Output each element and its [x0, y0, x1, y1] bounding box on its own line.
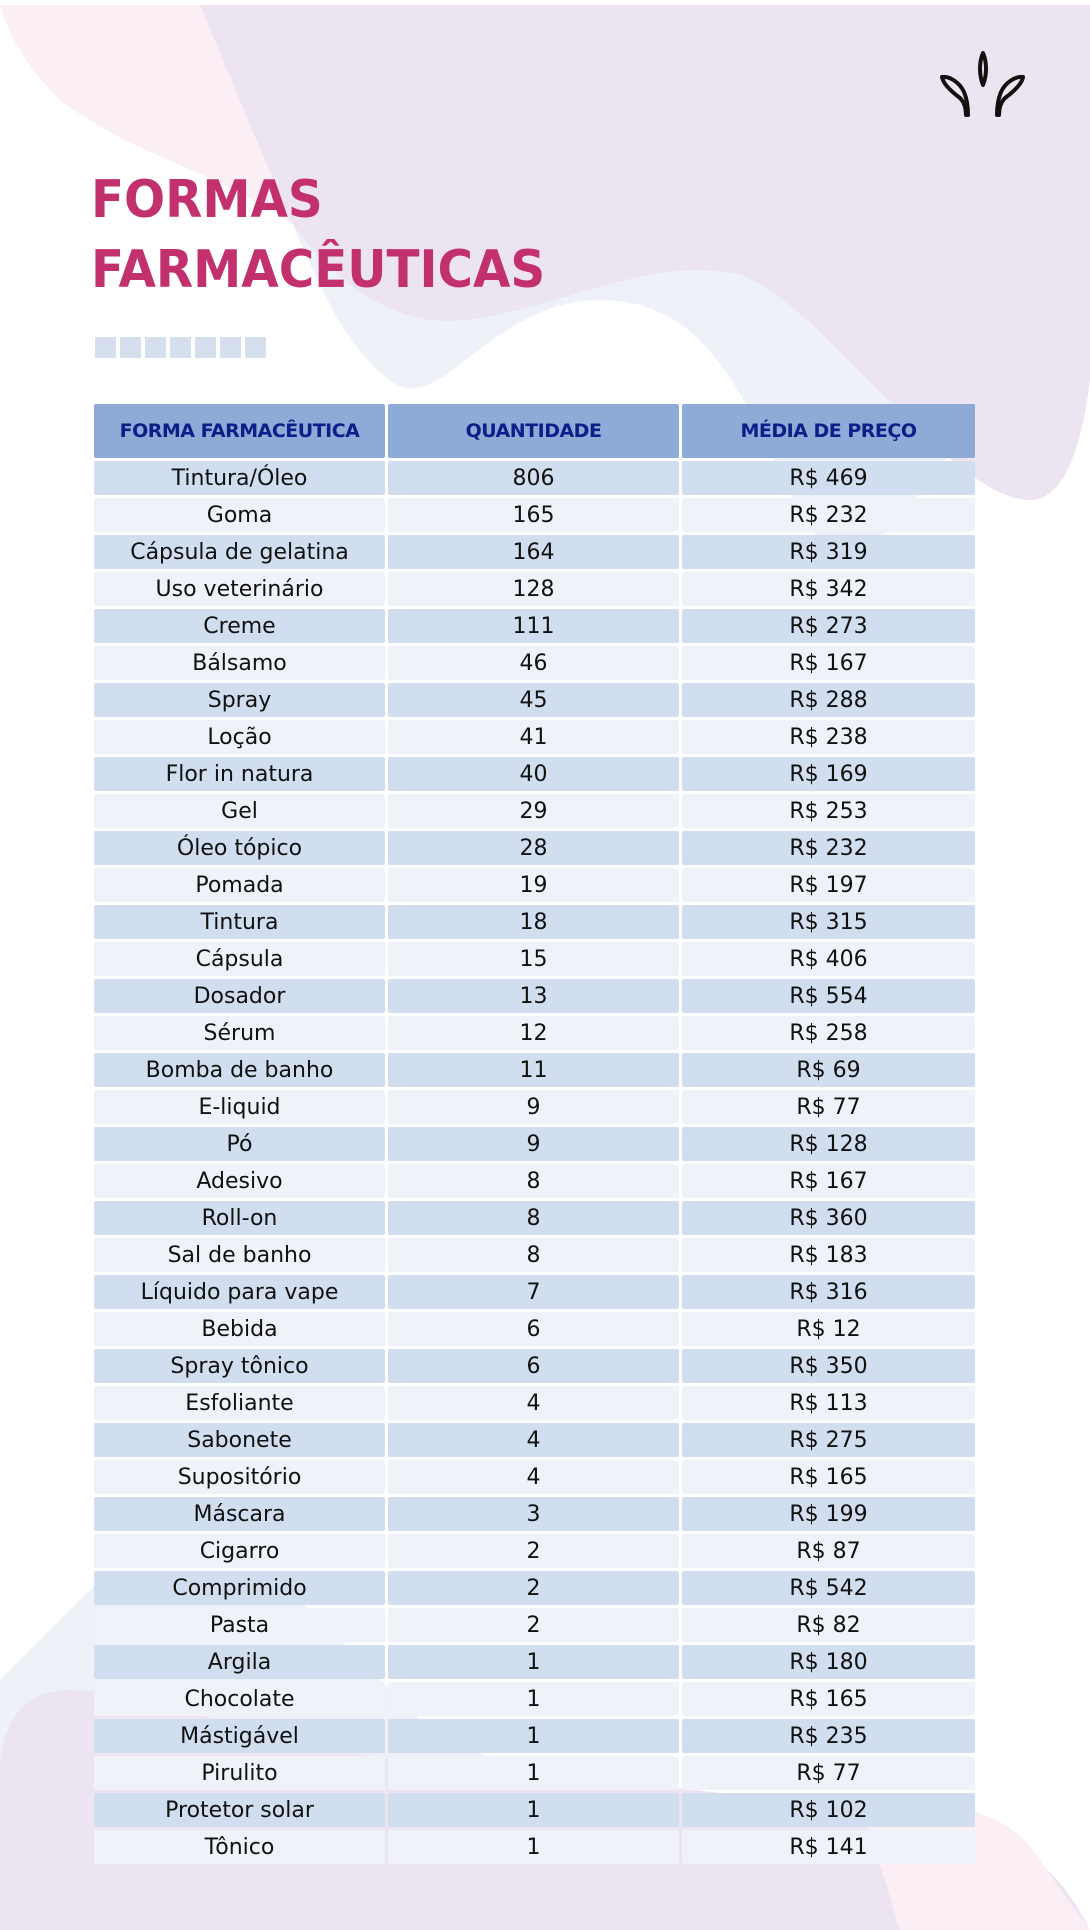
table-row	[94, 1238, 975, 1272]
preco-cell: R$ 235	[682, 1719, 975, 1753]
preco-cell: R$ 169	[682, 757, 975, 791]
decorative-square	[145, 337, 166, 358]
decorative-square	[120, 337, 141, 358]
table-row	[94, 1460, 975, 1494]
table-row	[94, 1756, 975, 1790]
table-row	[94, 794, 975, 828]
preco-cell: R$ 128	[682, 1127, 975, 1161]
preco-cell: R$ 469	[682, 461, 975, 495]
forma-cell: Loção	[94, 720, 385, 754]
forma-cell: Tintura/Óleo	[94, 461, 385, 495]
quantidade-cell: 806	[388, 461, 679, 495]
quantidade-cell: 9	[388, 1127, 679, 1161]
preco-cell: R$ 315	[682, 905, 975, 939]
table-row	[94, 1275, 975, 1309]
preco-cell: R$ 350	[682, 1349, 975, 1383]
preco-cell: R$ 141	[682, 1830, 975, 1864]
forma-cell: Uso veterinário	[94, 572, 385, 606]
quantidade-cell: 128	[388, 572, 679, 606]
quantidade-cell: 4	[388, 1386, 679, 1420]
forma-cell: Pirulito	[94, 1756, 385, 1790]
preco-cell: R$ 232	[682, 498, 975, 532]
table-row	[94, 831, 975, 865]
preco-cell: R$ 77	[682, 1090, 975, 1124]
table-row	[94, 1682, 975, 1716]
table-row	[94, 498, 975, 532]
quantidade-cell: 1	[388, 1756, 679, 1790]
table-row	[94, 535, 975, 569]
forma-cell: Pomada	[94, 868, 385, 902]
forma-cell: Líquido para vape	[94, 1275, 385, 1309]
forma-cell: Spray tônico	[94, 1349, 385, 1383]
quantidade-cell: 40	[388, 757, 679, 791]
forma-cell: Tônico	[94, 1830, 385, 1864]
quantidade-cell: 111	[388, 609, 679, 643]
preco-cell: R$ 542	[682, 1571, 975, 1605]
table-row	[94, 1164, 975, 1198]
table-row	[94, 720, 975, 754]
quantidade-cell: 4	[388, 1460, 679, 1494]
quantidade-cell: 6	[388, 1312, 679, 1346]
quantidade-cell: 29	[388, 794, 679, 828]
forma-cell: Bálsamo	[94, 646, 385, 680]
preco-cell: R$ 316	[682, 1275, 975, 1309]
pharmaceutical-forms-table	[91, 401, 978, 1867]
table-row	[94, 1830, 975, 1864]
table-body	[94, 461, 975, 1864]
forma-cell: Argila	[94, 1645, 385, 1679]
preco-cell: R$ 199	[682, 1497, 975, 1531]
forma-cell: Chocolate	[94, 1682, 385, 1716]
forma-cell: Cápsula	[94, 942, 385, 976]
forma-cell: Sal de banho	[94, 1238, 385, 1272]
table-row	[94, 905, 975, 939]
forma-cell: Tintura	[94, 905, 385, 939]
preco-cell: R$ 183	[682, 1238, 975, 1272]
quantidade-cell: 1	[388, 1682, 679, 1716]
forma-cell: Dosador	[94, 979, 385, 1013]
quantidade-cell: 19	[388, 868, 679, 902]
quantidade-cell: 45	[388, 683, 679, 717]
page-title	[91, 165, 545, 305]
quantidade-cell: 7	[388, 1275, 679, 1309]
quantidade-cell: 2	[388, 1608, 679, 1642]
forma-cell: Cigarro	[94, 1534, 385, 1568]
forma-cell: Goma	[94, 498, 385, 532]
quantidade-cell: 1	[388, 1719, 679, 1753]
preco-cell: R$ 406	[682, 942, 975, 976]
preco-cell: R$ 232	[682, 831, 975, 865]
table-header-row	[94, 404, 975, 458]
quantidade-cell: 8	[388, 1201, 679, 1235]
decorative-square	[170, 337, 191, 358]
preco-cell: R$ 167	[682, 1164, 975, 1198]
table-row	[94, 609, 975, 643]
plant-sprout-icon	[938, 50, 1028, 120]
forma-cell: Comprimido	[94, 1571, 385, 1605]
forma-cell: Protetor solar	[94, 1793, 385, 1827]
preco-cell: R$ 319	[682, 535, 975, 569]
table-row	[94, 1608, 975, 1642]
table-row	[94, 1090, 975, 1124]
table-row	[94, 1793, 975, 1827]
quantidade-cell: 165	[388, 498, 679, 532]
quantidade-cell: 11	[388, 1053, 679, 1087]
quantidade-cell: 13	[388, 979, 679, 1013]
quantidade-cell: 1	[388, 1793, 679, 1827]
table-row	[94, 1016, 975, 1050]
table-row	[94, 1534, 975, 1568]
quantidade-cell: 41	[388, 720, 679, 754]
forma-cell: Adesivo	[94, 1164, 385, 1198]
preco-cell: R$ 167	[682, 646, 975, 680]
preco-cell: R$ 69	[682, 1053, 975, 1087]
table-row	[94, 1312, 975, 1346]
forma-cell: Supositório	[94, 1460, 385, 1494]
quantidade-cell: 8	[388, 1164, 679, 1198]
forma-cell: Cápsula de gelatina	[94, 535, 385, 569]
table-row	[94, 1571, 975, 1605]
forma-cell: Esfoliante	[94, 1386, 385, 1420]
preco-cell: R$ 12	[682, 1312, 975, 1346]
table-row	[94, 683, 975, 717]
preco-cell: R$ 258	[682, 1016, 975, 1050]
preco-cell: R$ 165	[682, 1460, 975, 1494]
quantidade-cell: 6	[388, 1349, 679, 1383]
quantidade-cell: 8	[388, 1238, 679, 1272]
quantidade-cell: 15	[388, 942, 679, 976]
quantidade-cell: 2	[388, 1571, 679, 1605]
quantidade-cell: 2	[388, 1534, 679, 1568]
table-row	[94, 1349, 975, 1383]
table-row	[94, 868, 975, 902]
forma-cell: Creme	[94, 609, 385, 643]
preco-cell: R$ 165	[682, 1682, 975, 1716]
title-line-1: FORMAS	[91, 170, 323, 230]
quantidade-cell: 9	[388, 1090, 679, 1124]
table-row	[94, 1645, 975, 1679]
table-row	[94, 979, 975, 1013]
table-row	[94, 461, 975, 495]
quantidade-cell: 12	[388, 1016, 679, 1050]
table-row	[94, 1497, 975, 1531]
preco-cell: R$ 253	[682, 794, 975, 828]
forma-cell: Sérum	[94, 1016, 385, 1050]
forma-cell: Mástigável	[94, 1719, 385, 1753]
table-row	[94, 1719, 975, 1753]
forma-cell: Sabonete	[94, 1423, 385, 1457]
decorative-square	[245, 337, 266, 358]
table-row	[94, 1423, 975, 1457]
forma-cell: Bebida	[94, 1312, 385, 1346]
decorative-square	[95, 337, 116, 358]
preco-cell: R$ 77	[682, 1756, 975, 1790]
forma-cell: Gel	[94, 794, 385, 828]
header-media-preco: MÉDIA DE PREÇO	[682, 404, 975, 458]
quantidade-cell: 164	[388, 535, 679, 569]
preco-cell: R$ 288	[682, 683, 975, 717]
forma-cell: Pasta	[94, 1608, 385, 1642]
preco-cell: R$ 238	[682, 720, 975, 754]
forma-cell: Flor in natura	[94, 757, 385, 791]
forma-cell: Bomba de banho	[94, 1053, 385, 1087]
title-line-2: FARMACÊUTICAS	[91, 240, 546, 300]
forma-cell: Roll-on	[94, 1201, 385, 1235]
quantidade-cell: 1	[388, 1645, 679, 1679]
decorative-square	[220, 337, 241, 358]
forma-cell: E-liquid	[94, 1090, 385, 1124]
forma-cell: Spray	[94, 683, 385, 717]
table-row	[94, 646, 975, 680]
quantidade-cell: 18	[388, 905, 679, 939]
table-row	[94, 1053, 975, 1087]
preco-cell: R$ 82	[682, 1608, 975, 1642]
forma-cell: Óleo tópico	[94, 831, 385, 865]
preco-cell: R$ 554	[682, 979, 975, 1013]
preco-cell: R$ 180	[682, 1645, 975, 1679]
preco-cell: R$ 275	[682, 1423, 975, 1457]
header-quantidade: QUANTIDADE	[388, 404, 679, 458]
table-row	[94, 1201, 975, 1235]
preco-cell: R$ 197	[682, 868, 975, 902]
quantidade-cell: 28	[388, 831, 679, 865]
preco-cell: R$ 102	[682, 1793, 975, 1827]
forma-cell: Máscara	[94, 1497, 385, 1531]
table-row	[94, 1127, 975, 1161]
quantidade-cell: 46	[388, 646, 679, 680]
quantidade-cell: 4	[388, 1423, 679, 1457]
table-row	[94, 757, 975, 791]
decorative-square	[195, 337, 216, 358]
preco-cell: R$ 87	[682, 1534, 975, 1568]
header-forma: FORMA FARMACÊUTICA	[94, 404, 385, 458]
table-row	[94, 572, 975, 606]
table-row	[94, 1386, 975, 1420]
decorative-squares	[95, 337, 266, 358]
preco-cell: R$ 273	[682, 609, 975, 643]
forma-cell: Pó	[94, 1127, 385, 1161]
quantidade-cell: 1	[388, 1830, 679, 1864]
table-row	[94, 942, 975, 976]
quantidade-cell: 3	[388, 1497, 679, 1531]
preco-cell: R$ 113	[682, 1386, 975, 1420]
preco-cell: R$ 360	[682, 1201, 975, 1235]
preco-cell: R$ 342	[682, 572, 975, 606]
